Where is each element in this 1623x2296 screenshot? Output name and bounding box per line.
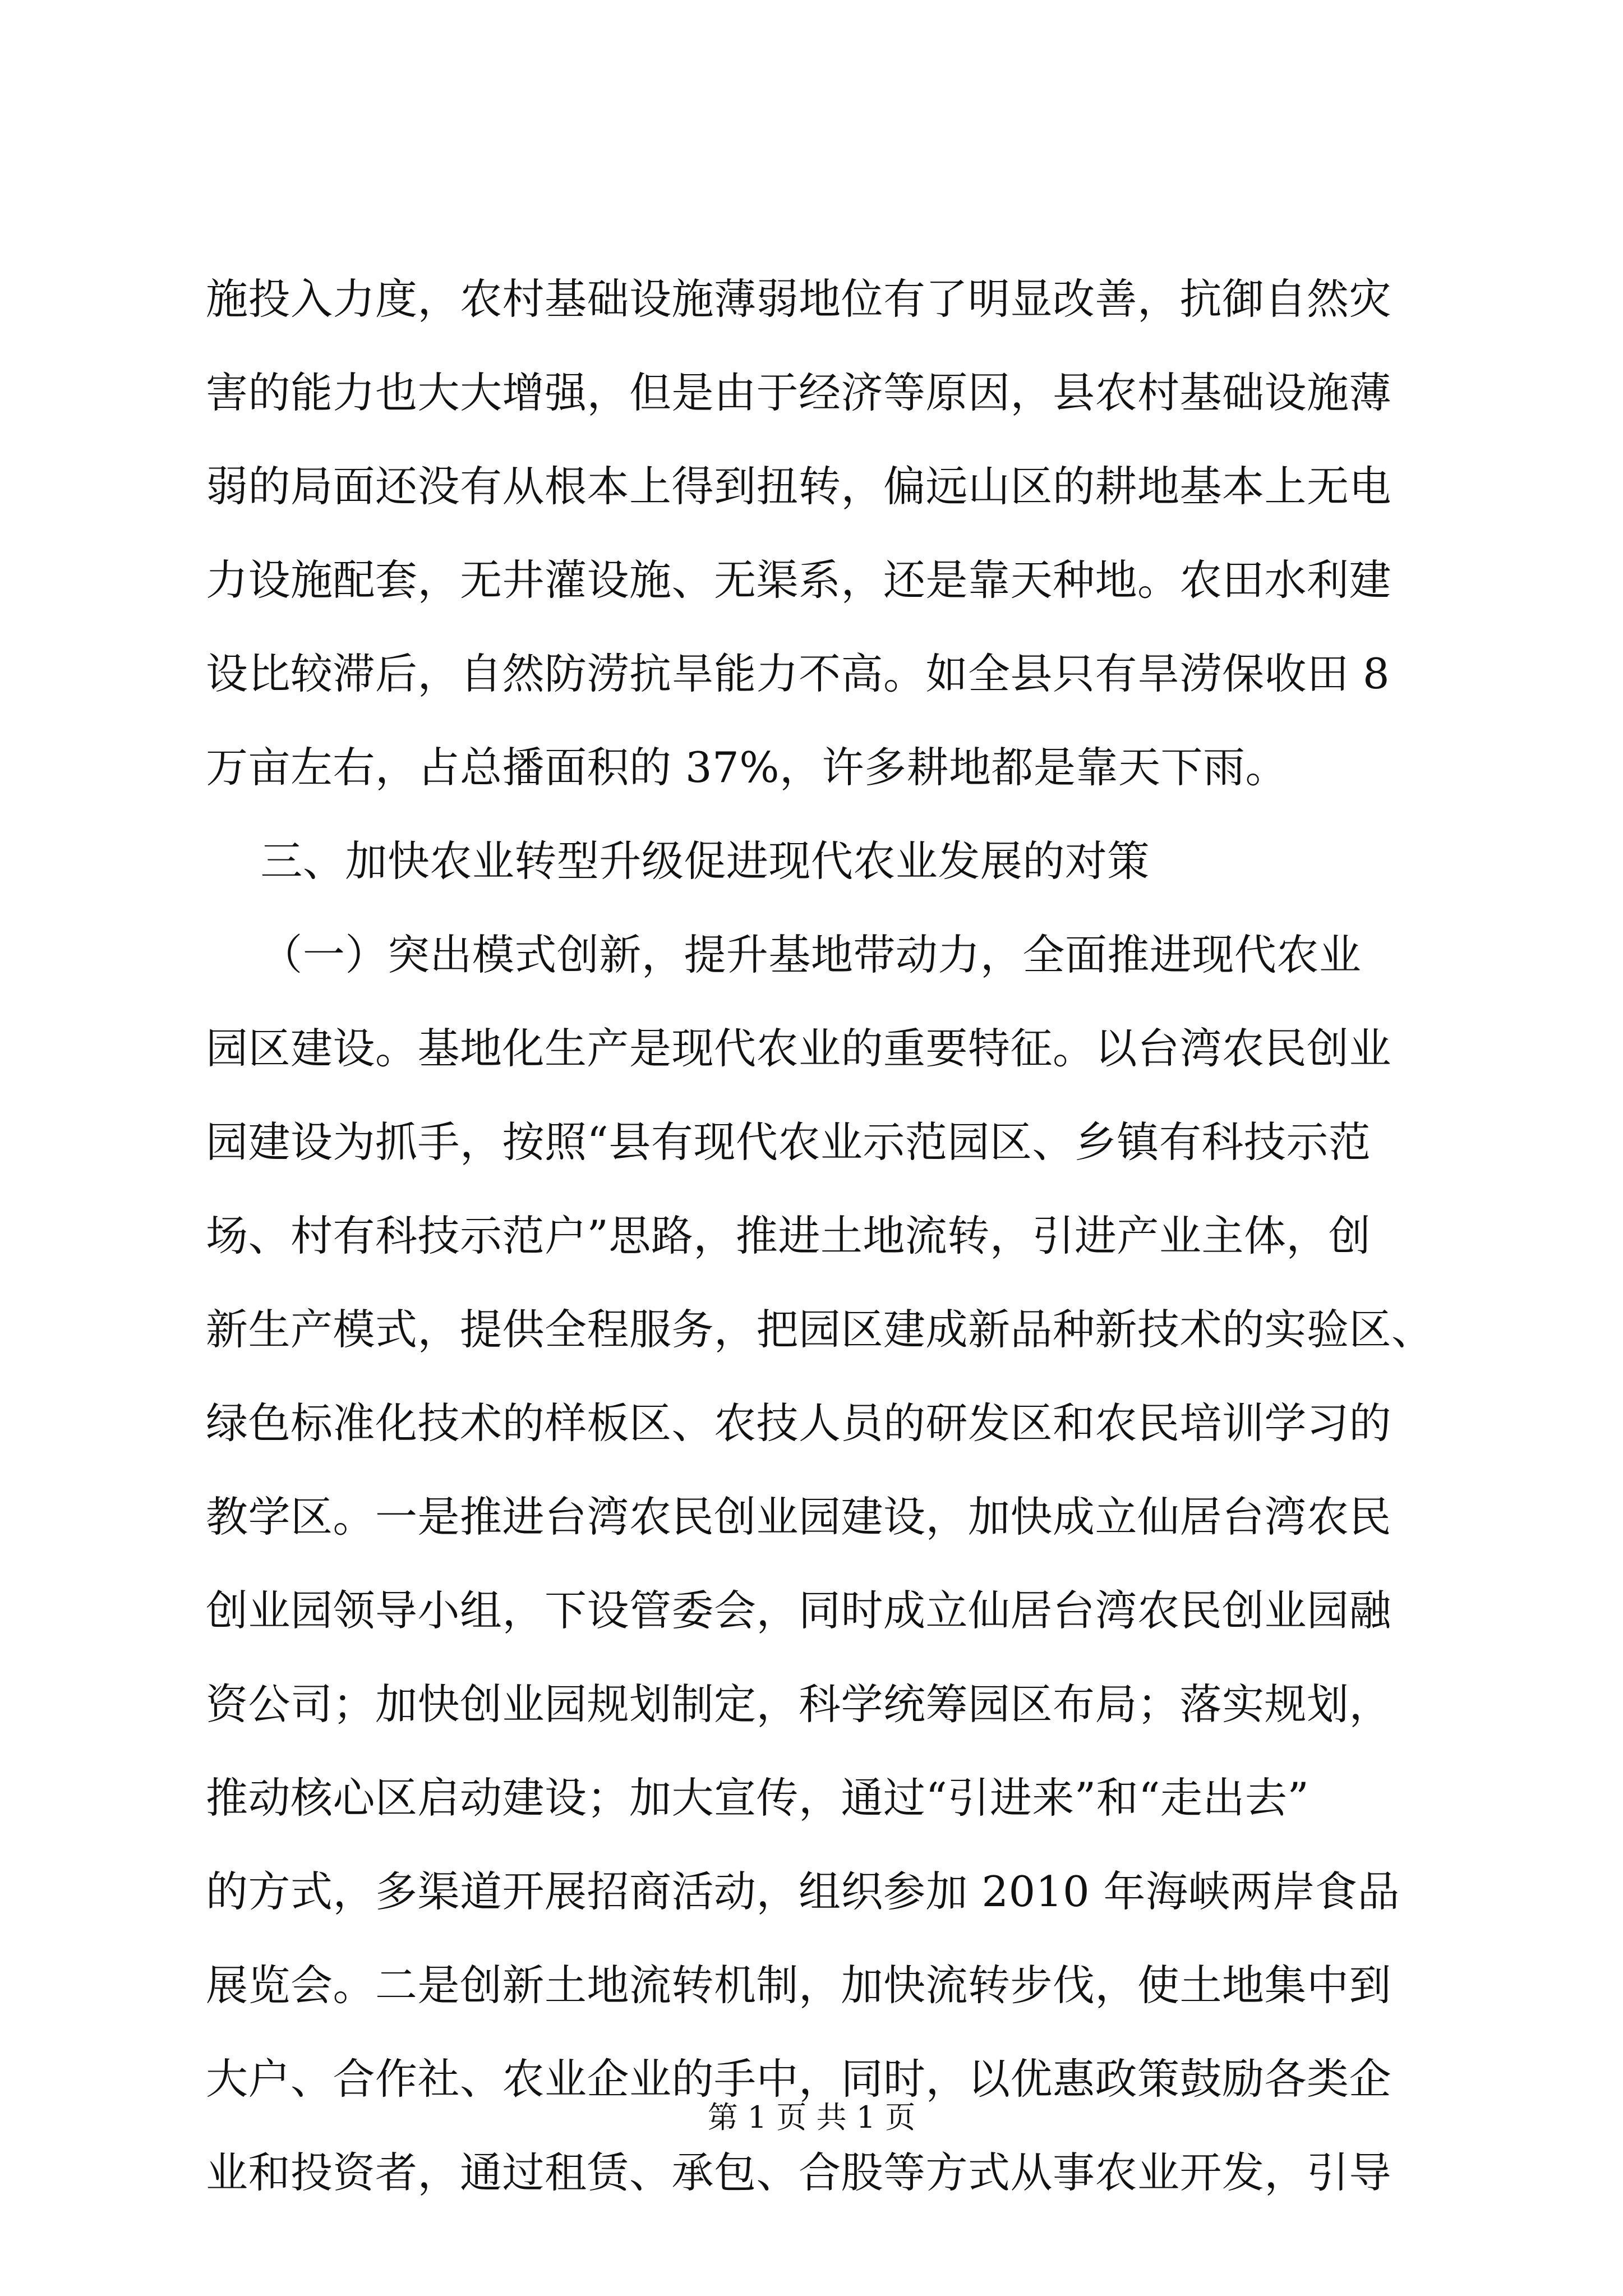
page-number: 第 1 页 共 1 页 [707,2100,916,2135]
text-line: 场、村有科技示范户”思路，推进土地流转，引进产业主体，创 [206,1211,1371,1260]
text-line: 绿色标准化技术的样板区、农技人员的研发区和农民培训学习的 [206,1398,1392,1448]
page-footer [0,2098,1623,2137]
text-line: 园区建设。基地化生产是现代农业的重要特征。以台湾农民创业 [206,1024,1392,1073]
text-line: （一）突出模式创新，提升基地带动力，全面推进现代农业 [206,930,1362,979]
text-line: 资公司；加快创业园规划制定，科学统筹园区布局；落实规划， [206,1680,1392,1729]
text-line: 创业园领导小组，下设管委会，同时成立仙居台湾农民创业园融 [206,1586,1392,1635]
text-line: 的方式，多渠道开展招商活动，组织参加 2010 年海峡两岸食品 [206,1867,1400,1916]
text-line: 力设施配套，无井灌设施、无渠系，还是靠天种地。农田水利建 [206,555,1392,605]
text-line: 园建设为抓手，按照“县有现代农业示范园区、乡镇有科技示范 [206,1117,1371,1167]
text-line: 展览会。二是创新土地流转机制，加快流转步伐，使土地集中到 [206,1961,1392,2010]
text-line: 大户、合作社、农业企业的手中，同时，以优惠政策鼓励各类企 [206,2054,1392,2104]
document-body [206,252,1434,2220]
text-line: 设比较滞后，自然防涝抗旱能力不高。如全县只有旱涝保收田 8 [206,649,1390,698]
text-line: 施投入力度，农村基础设施薄弱地位有了明显改善，抗御自然灾 [206,274,1392,324]
text-line: 弱的局面还没有从根本上得到扭转，偏远山区的耕地基本上无电 [206,462,1392,511]
text-line: 万亩左右，占总播面积的 37%，许多耕地都是靠天下雨。 [206,743,1288,792]
text-line: 教学区。一是推进台湾农民创业园建设，加快成立仙居台湾农民 [206,1492,1392,1542]
text-line: 害的能力也大大增强，但是由于经济等原因，县农村基础设施薄 [206,368,1392,417]
text-line: 推动核心区启动建设；加大宣传，通过“引进来”和“走出去” [206,1773,1310,1823]
text-line: 新生产模式，提供全程服务，把园区建成新品种新技术的实验区、 [206,1305,1434,1354]
section-heading: 三、加快农业转型升级促进现代农业发展的对策 [206,836,1150,886]
text-line: 业和投资者，通过租赁、承包、合股等方式从事农业开发，引导 [206,2148,1392,2197]
